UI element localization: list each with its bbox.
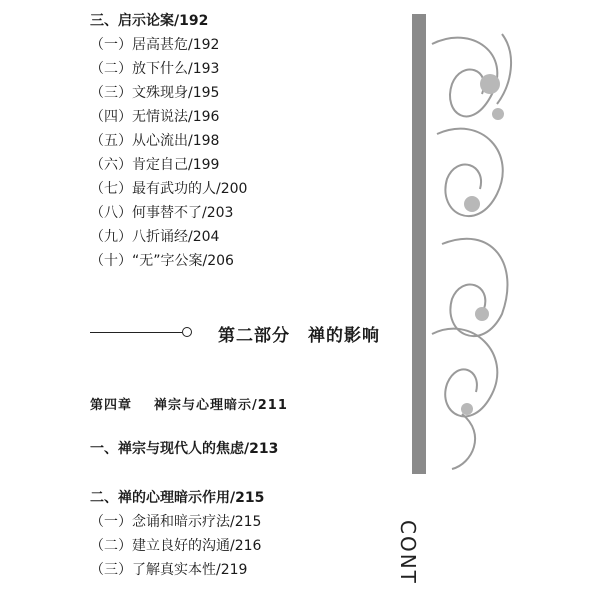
toc-section-heading: 一、禅宗与现代人的焦虑/213 bbox=[90, 441, 279, 457]
toc-subsection-item: （二）放下什么/193 bbox=[90, 61, 220, 77]
side-label-text: CONT bbox=[396, 520, 420, 585]
toc-subsection-item: （七）最有武功的人/200 bbox=[90, 181, 248, 197]
toc-subsection-item: （八）何事替不了/203 bbox=[90, 205, 234, 221]
toc-section-heading: 三、启示论案/192 bbox=[90, 13, 209, 29]
toc-section-heading: 二、禅的心理暗示作用/215 bbox=[90, 490, 265, 506]
toc-subsection-item: （三）文殊现身/195 bbox=[90, 85, 220, 101]
toc-subsection-item: （十）“无”字公案/206 bbox=[90, 253, 234, 269]
side-label bbox=[396, 520, 430, 590]
chapter-label: 第四章 bbox=[90, 398, 133, 413]
toc-subsection-item: （二）建立良好的沟通/216 bbox=[90, 538, 262, 554]
toc-subsection-item: （九）八折诵经/204 bbox=[90, 229, 220, 245]
ornamental-border-icon bbox=[412, 14, 520, 474]
heading-circle-icon bbox=[182, 327, 192, 337]
heading-rule bbox=[90, 332, 182, 333]
part-title: 第二部分 禅的影响 bbox=[218, 326, 380, 346]
chapter-heading bbox=[90, 394, 288, 413]
toc-subsection-item: （四）无情说法/196 bbox=[90, 109, 220, 125]
part-heading bbox=[90, 321, 400, 345]
toc-subsection-item: （三）了解真实本性/219 bbox=[90, 562, 248, 578]
chapter-title: 禅宗与心理暗示/211 bbox=[154, 398, 288, 413]
toc-subsection-item: （五）从心流出/198 bbox=[90, 133, 220, 149]
toc-subsection-item: （一）居高甚危/192 bbox=[90, 37, 220, 53]
toc-subsection-item: （六）肯定自己/199 bbox=[90, 157, 220, 173]
toc-subsection-item: （一）念诵和暗示疗法/215 bbox=[90, 514, 262, 530]
